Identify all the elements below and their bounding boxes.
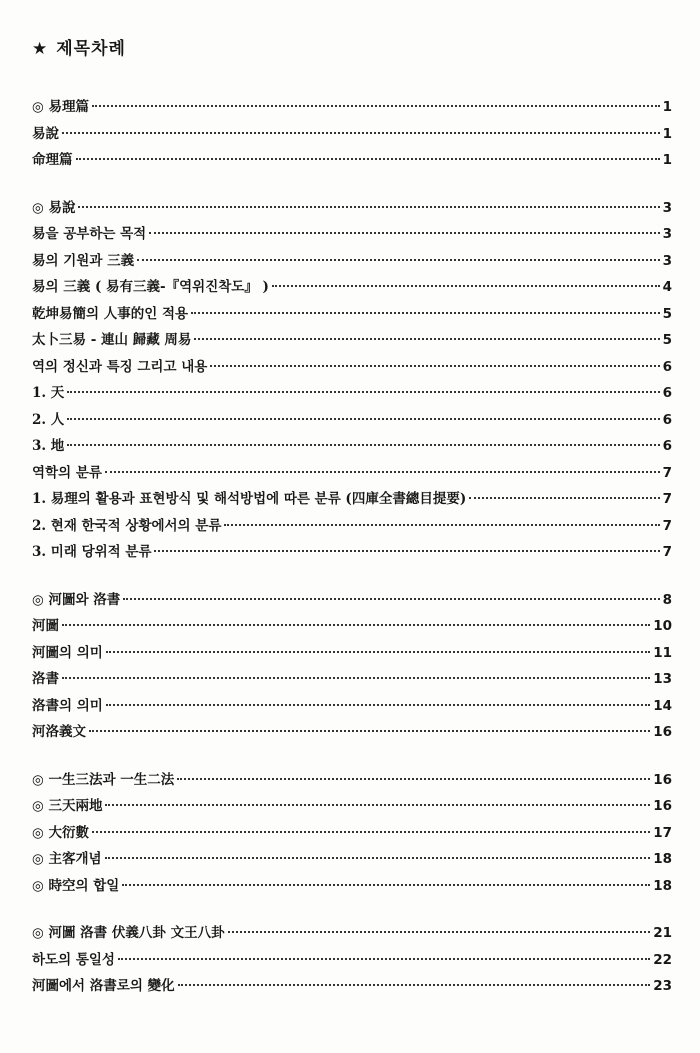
dot-leader [62,624,650,626]
toc-entry-label: 3. 미래 당위적 분류 [32,544,152,560]
toc-entry[interactable] [32,719,672,746]
toc-page-number: 3 [662,252,672,269]
dot-leader [105,471,660,473]
toc-entry[interactable] [32,147,672,174]
toc-page-number: 6 [662,411,672,428]
toc-page-number: 17 [653,824,672,841]
toc-entry[interactable] [32,613,672,640]
toc-page-number: 21 [653,925,672,941]
toc-page-number: 22 [653,951,672,968]
dot-leader [194,338,659,340]
toc-page-number: 10 [653,618,672,634]
toc-entry[interactable] [32,407,672,434]
toc-entry[interactable] [32,666,672,693]
toc-entry-label: 2. 현재 한국적 상황에서의 분류 [32,517,222,534]
toc-entry[interactable] [32,973,672,1000]
page-title [32,34,126,59]
dot-leader [154,550,659,552]
toc-page-number: 13 [653,671,672,687]
toc-entry[interactable] [32,354,672,381]
dot-leader [178,984,651,986]
toc-entry-label: 1. 天 [32,385,65,401]
toc-page-number: 8 [662,591,672,608]
toc-entry[interactable] [32,327,672,354]
toc-entry-label: 洛書 [32,671,59,687]
toc-entry-label: ◎ 河圖와 洛書 [32,591,121,608]
toc-entry-label: 易說 [32,125,59,142]
dot-leader [62,132,660,134]
toc-entry[interactable] [32,221,672,248]
toc-entry-label: 역학의 분류 [32,464,102,481]
dot-leader [224,524,659,526]
toc-entry-label: 易을 공부하는 목적 [32,226,147,242]
toc-entry-label: 2. 人 [32,411,65,428]
star-icon: ★ [32,39,49,59]
toc-section [32,587,672,746]
toc-entry[interactable] [32,920,672,947]
toc-entry-label: 易의 三義 ( 易有三義-『역위진착도』 ) [32,279,269,295]
dot-leader [210,365,659,367]
toc-entry[interactable] [32,640,672,667]
dot-leader [191,312,660,314]
dot-leader [123,598,659,600]
dot-leader [92,105,660,107]
toc-section [32,94,672,174]
toc-entry[interactable] [32,820,672,847]
toc-entry[interactable] [32,433,672,460]
toc-entry-label: ◎ 一生三法과 一生二法 [32,771,175,788]
dot-leader [118,958,650,960]
toc-page-number: 6 [662,438,672,454]
toc-page-number: 16 [653,798,672,814]
toc-page-number: 16 [653,771,672,788]
toc-entry-label: 河圖의 의미 [32,644,103,661]
toc-page-number: 7 [662,464,672,481]
toc-entry-label: 河圖 [32,618,59,634]
toc-entry-label: ◎ 時空의 합일 [32,877,120,894]
toc-page-number: 7 [662,544,672,560]
toc-page-number: 18 [653,851,672,867]
toc-entry[interactable] [32,121,672,148]
toc-page-number: 3 [662,199,672,216]
toc-page-number: 1 [662,152,672,168]
toc-page-number: 16 [653,724,672,740]
dot-leader [177,778,650,780]
toc-entry-label: 하도의 통일성 [32,951,115,968]
dot-leader [137,259,660,261]
toc-page-number: 23 [653,978,672,994]
dot-leader [67,444,659,446]
toc-entry-label: 河洛義文 [32,724,86,740]
toc-entry[interactable] [32,460,672,487]
toc-page-number: 18 [653,877,672,894]
toc-entry[interactable] [32,693,672,720]
toc-section [32,195,672,566]
toc-page-number: 1 [662,125,672,142]
toc-entry[interactable] [32,248,672,275]
toc-entry-label: 太卜三易 - 連山 歸藏 周易 [32,332,192,348]
dot-leader [78,206,659,208]
toc-entry[interactable] [32,195,672,222]
dot-leader [122,884,650,886]
toc-entry[interactable] [32,947,672,974]
toc-entry-label: ◎ 主客개념 [32,851,102,867]
dot-leader [149,232,659,234]
toc-entry-label: ◎ 三天兩地 [32,798,103,814]
toc-section [32,767,672,900]
toc-entry[interactable] [32,513,672,540]
toc-entry-label: 역의 정신과 특징 그리고 내용 [32,358,208,375]
toc-page-number: 1 [662,99,672,115]
toc-entry-label: 河圖에서 洛書로의 變化 [32,978,175,994]
toc-entry-label: 3. 地 [32,438,65,454]
toc-page-number: 7 [662,491,672,507]
toc-entry[interactable] [32,301,672,328]
toc-entry-label: ◎ 易理篇 [32,99,89,115]
title-text: 제목차례 [56,39,126,59]
dot-leader [89,730,650,732]
toc-page-number: 3 [662,226,672,242]
dot-leader [105,804,650,806]
dot-leader [469,497,659,499]
dot-leader [62,677,650,679]
toc-page-number: 7 [662,517,672,534]
toc-page-number: 5 [662,332,672,348]
toc-entry-label: 乾坤易簡의 人事的인 적용 [32,305,189,322]
toc-page-number: 4 [662,279,672,295]
toc-page-number: 6 [662,385,672,401]
table-of-contents [32,94,672,1000]
toc-entry-label: ◎ 易說 [32,199,76,216]
toc-entry-label: 1. 易理의 활용과 표현방식 및 해석방법에 따른 분류 (四庫全書總目提要) [32,491,467,507]
toc-entry[interactable] [32,539,672,566]
dot-leader [106,704,650,706]
dot-leader [67,391,659,393]
toc-entry[interactable] [32,380,672,407]
toc-entry[interactable] [32,274,672,301]
toc-entry-label: 洛書의 의미 [32,697,103,714]
toc-entry[interactable] [32,846,672,873]
toc-entry[interactable] [32,587,672,614]
dot-leader [228,931,651,933]
toc-entry-label: 易의 기원과 三義 [32,252,135,269]
toc-page-number: 6 [662,358,672,375]
dot-leader [92,831,650,833]
toc-entry[interactable] [32,94,672,121]
dot-leader [105,857,651,859]
toc-entry[interactable] [32,486,672,513]
toc-page-number: 14 [653,697,672,714]
toc-entry[interactable] [32,873,672,900]
toc-page-number: 5 [662,305,672,322]
toc-entry-label: 命理篇 [32,152,73,168]
toc-entry[interactable] [32,767,672,794]
toc-section [32,920,672,1000]
toc-page-number: 11 [653,644,672,661]
toc-entry-label: ◎ 河圖 洛書 伏義八卦 文王八卦 [32,925,225,941]
dot-leader [106,651,650,653]
dot-leader [76,158,660,160]
toc-entry[interactable] [32,793,672,820]
dot-leader [272,285,660,287]
dot-leader [67,418,659,420]
toc-entry-label: ◎ 大衍數 [32,824,89,841]
